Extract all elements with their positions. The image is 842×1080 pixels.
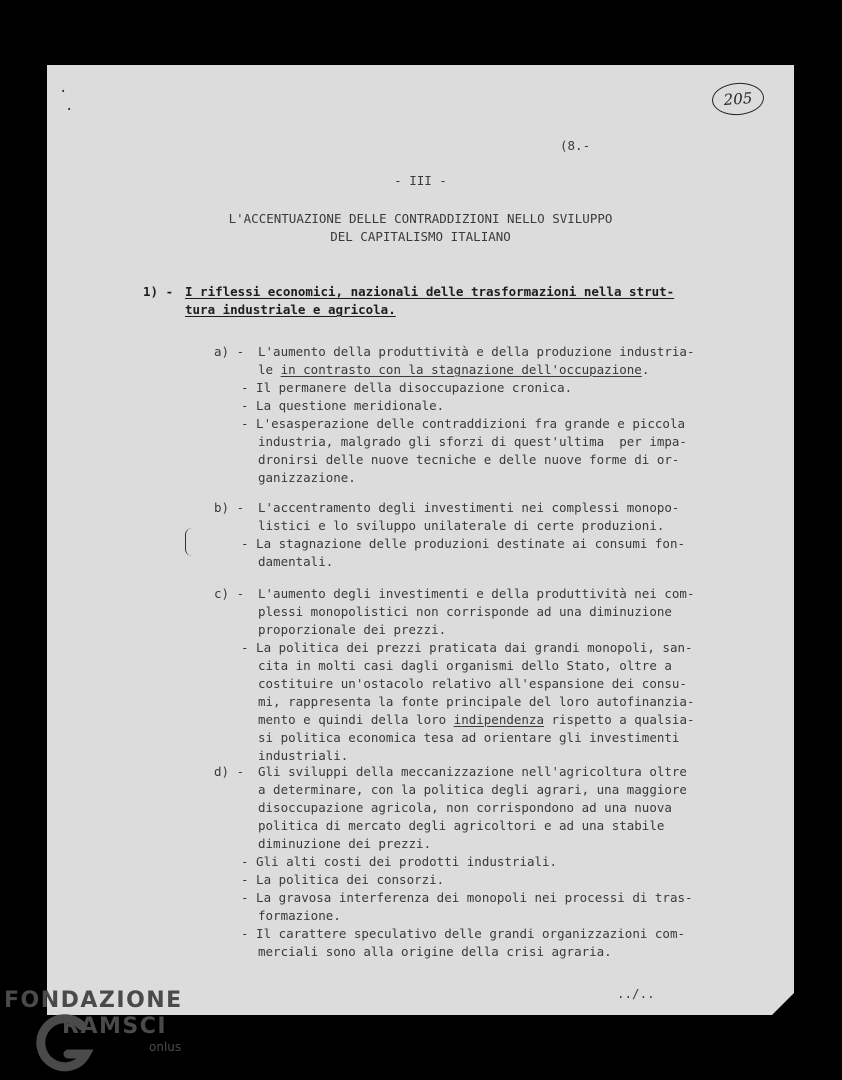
text-line: - L'esasperazione delle contraddizioni fra grande e piccola	[241, 416, 686, 431]
text-line: Gli sviluppi della meccanizzazione nell'agricoltura oltre	[258, 764, 687, 779]
text-line: merciali sono alla origine della crisi agraria.	[258, 944, 612, 959]
heading-number: 1) -	[143, 284, 174, 299]
text-line: - La stagnazione delle produzioni destinate ai consumi fon-	[241, 536, 686, 551]
text-line: L'aumento degli investimenti e della produttività nei com-	[258, 586, 695, 601]
text-line: L'accentramento degli investimenti nei complessi monopo-	[258, 500, 680, 515]
ink-mark: ·	[65, 102, 74, 118]
text-line: disoccupazione agricola, non corrispondono ad una nuova	[258, 800, 672, 815]
text-line: proporzionale dei prezzi.	[258, 622, 447, 637]
text-line: costituire un'ostacolo relativo all'espansione dei consu-	[258, 676, 687, 691]
item-label-c: c) -	[214, 586, 245, 601]
logo-text: RAMSCI	[62, 1014, 168, 1039]
text-line: politica di mercato degli agricoltori e ad una stabile	[258, 818, 665, 833]
text-line: diminuzione dei prezzi.	[258, 836, 432, 851]
underlined-phrase: in contrasto con la stagnazione dell'occupazione	[280, 362, 642, 377]
text-line: - La politica dei consorzi.	[241, 872, 445, 887]
page-number: (8.-	[560, 138, 591, 153]
item-label-d: d) -	[214, 764, 245, 779]
section-number: - III -	[394, 173, 447, 188]
text-line: industriali.	[258, 748, 349, 763]
text-line: - La gravosa interferenza dei monopoli nei processi di tras-	[241, 890, 693, 905]
archive-number-stamp: 205	[711, 81, 765, 117]
logo-text: FONDAZIONE	[4, 988, 183, 1013]
heading-line: tura industriale e agricola.	[185, 302, 396, 317]
fondazione-gramsci-logo	[4, 988, 224, 1078]
text-line: - Il permanere della disoccupazione cronica.	[241, 380, 573, 395]
text-line: - Il carattere speculativo delle grandi organizzazioni com-	[241, 926, 686, 941]
document-page	[47, 65, 794, 1015]
text-line: listici e lo sviluppo unilaterale di certe produzioni.	[258, 518, 665, 533]
title-line: L'ACCENTUAZIONE DELLE CONTRADDIZIONI NELLO SVILUPPO	[228, 211, 613, 226]
handwritten-bracket	[185, 528, 192, 556]
logo-text: onlus	[149, 1040, 182, 1054]
text-line: si politica economica tesa ad orientare gli investimenti	[258, 730, 680, 745]
text-line: cita in molti casi dagli organismi dello Stato, oltre a	[258, 658, 672, 673]
ink-mark: ·	[59, 84, 68, 100]
text-line: le in contrasto con la stagnazione dell'occupazione.	[258, 362, 650, 377]
text-line: - Gli alti costi dei prodotti industriali.	[241, 854, 558, 869]
text-line: formazione.	[258, 908, 341, 923]
text-line: industria, malgrado gli sforzi di quest'ultima per impa-	[258, 434, 687, 449]
title-line: DEL CAPITALISMO ITALIANO	[330, 229, 511, 244]
text-line: - La questione meridionale.	[241, 398, 445, 413]
text-line: plessi monopolistici non corrisponde ad una diminuzione	[258, 604, 672, 619]
continuation-mark: ../..	[617, 986, 655, 1001]
text-line: mento e quindi della loro indipendenza rispetto a qualsia-	[258, 712, 695, 727]
text-line: dronirsi delle nuove tecniche e delle nuove forme di or-	[258, 452, 680, 467]
text-line: a determinare, con la politica degli agrari, una maggiore	[258, 782, 687, 797]
heading-line: I riflessi economici, nazionali delle trasformazioni nella strut-	[185, 284, 675, 299]
text-line: - La politica dei prezzi praticata dai grandi monopoli, san-	[241, 640, 693, 655]
item-label-b: b) -	[214, 500, 245, 515]
underlined-phrase: indipendenza	[453, 712, 544, 727]
item-label-a: a) -	[214, 344, 245, 359]
text-line: mi, rappresenta la fonte principale del loro autofinanzia-	[258, 694, 695, 709]
text-line: ganizzazione.	[258, 470, 356, 485]
text-line: L'aumento della produttività e della produzione industria-	[258, 344, 695, 359]
text-line: damentali.	[258, 554, 334, 569]
